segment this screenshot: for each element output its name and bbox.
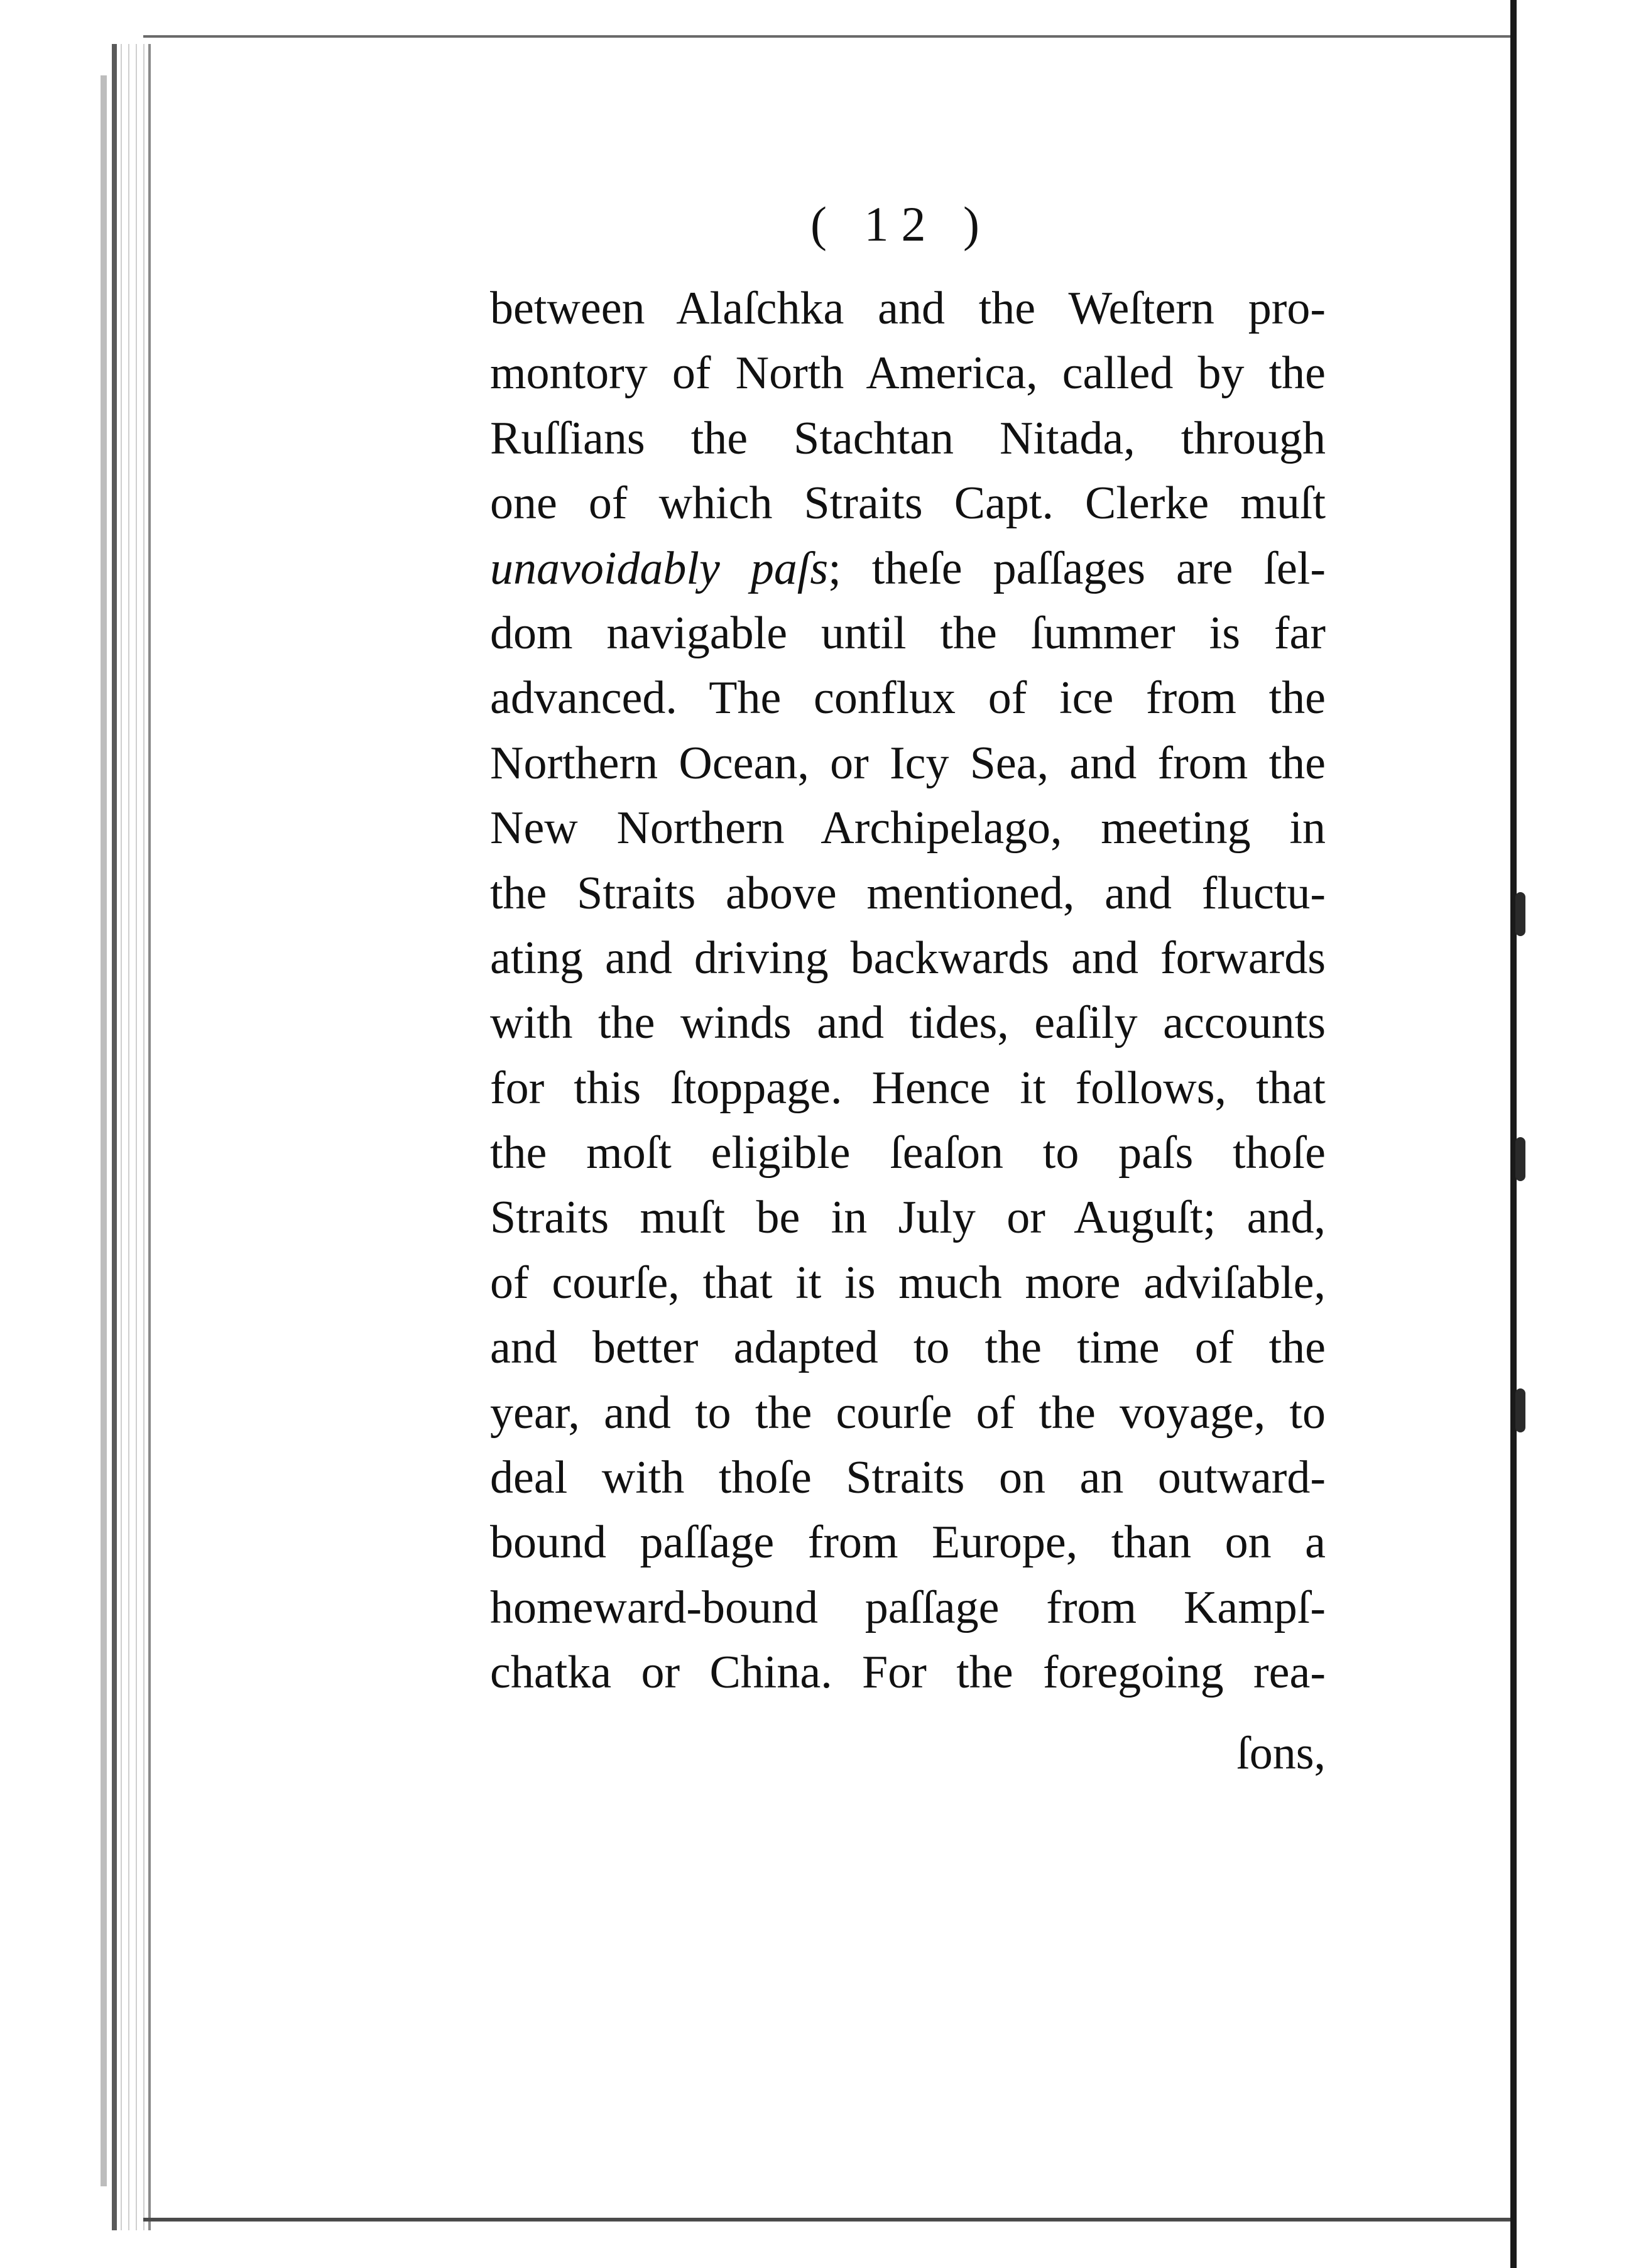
text-line: the Straits above mentioned, and fluctu- — [490, 867, 1326, 919]
text-line: chatka or China. For the foregoing rea- — [490, 1647, 1326, 1699]
page-bottom-edge — [143, 2218, 1513, 2222]
text-line-rest: ; theſe paſſages are ſel- — [828, 542, 1326, 594]
text-line: of courſe, that it is much more adviſable, — [490, 1257, 1326, 1309]
book-binding-edge — [112, 44, 151, 2230]
text-line: year, and to the courſe of the voyage, to — [490, 1387, 1326, 1439]
text-line: and better adapted to the time of the — [490, 1322, 1326, 1374]
page-top-edge — [143, 35, 1513, 38]
gutter-thread-mark — [1515, 1388, 1525, 1432]
text-line: Ruſſians the Stachtan Nitada, through — [490, 412, 1326, 464]
text-line: the moſt eligible ſeaſon to paſs thoſe — [490, 1127, 1326, 1179]
italic-phrase: unavoidably paſs — [490, 542, 829, 594]
text-line: New Northern Archipelago, meeting in — [490, 802, 1326, 854]
text-line: one of which Straits Capt. Clerke muſt — [490, 477, 1326, 530]
text-line: montory of North America, called by the — [490, 347, 1326, 400]
text-line: dom navigable until the ſummer is far — [490, 607, 1326, 659]
book-binding-shadow — [101, 75, 107, 2186]
text-line: homeward-bound paſſage from Kampſ- — [490, 1581, 1326, 1633]
text-line: advanced. The conflux of ice from the — [490, 672, 1326, 724]
gutter-thread-mark — [1515, 1137, 1525, 1181]
text-line: deal with thoſe Straits on an outward- — [490, 1452, 1326, 1504]
catchword: ſons, — [1236, 1728, 1326, 1779]
page-number: ( 12 ) — [810, 197, 992, 251]
text-line: Northern Ocean, or Icy Sea, and from the — [490, 737, 1326, 789]
text-line: Straits muſt be in July or Auguſt; and, — [490, 1192, 1326, 1244]
text-line — [490, 537, 1326, 601]
body-text — [490, 276, 1326, 1706]
text-line: between Alaſchka and the Weſtern pro- — [490, 283, 1326, 334]
gutter-thread-mark — [1515, 892, 1525, 936]
page-gutter-edge — [1510, 0, 1517, 2268]
text-line: with the winds and tides, eaſily accounts — [490, 997, 1326, 1049]
text-line: for this ſtoppage. Hence it follows, that — [490, 1062, 1326, 1114]
text-line: ating and driving backwards and forwards — [490, 932, 1326, 984]
text-line: bound paſſage from Europe, than on a — [490, 1517, 1326, 1569]
